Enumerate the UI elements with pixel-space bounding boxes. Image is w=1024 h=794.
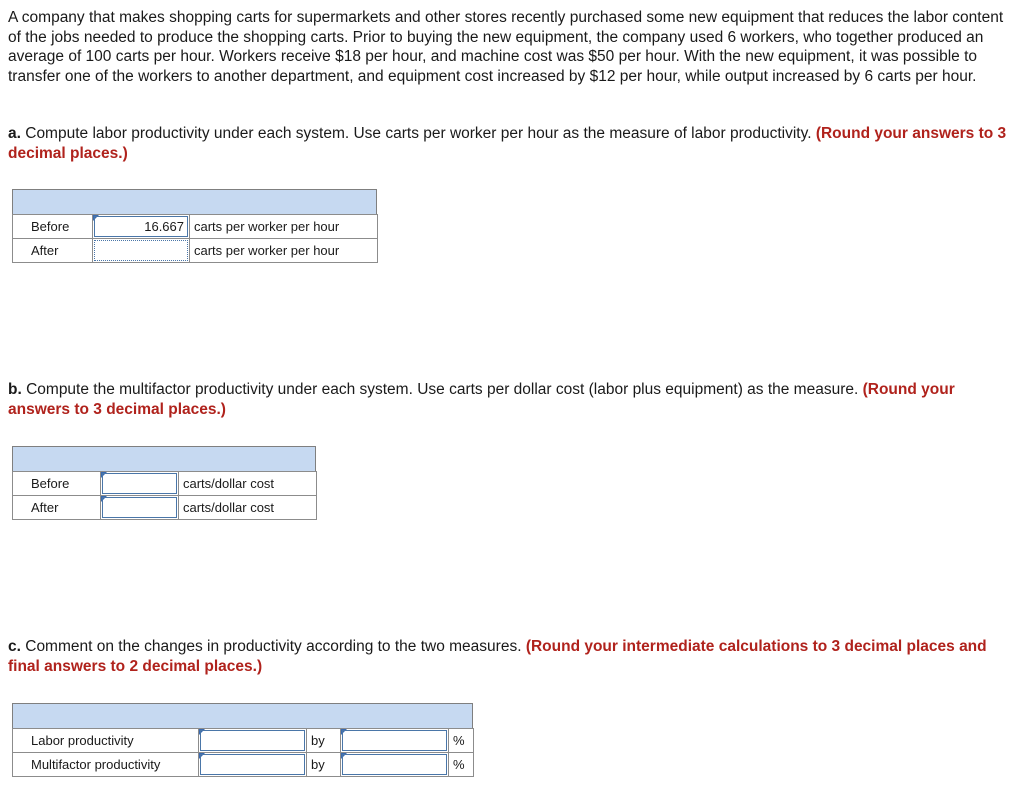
problem-statement: A company that makes shopping carts for supermarkets and other stores recently purchased some new equipment that reduces the labor content of the jobs needed to produce the shopping carts. Prior to buying the new equipment, the company used 6 workers, who together produced an average of 100 carts per hour. Workers receive $18 per hour, and machine cost was $50 per hour. With the new equipment, it was possible to transfer one of the workers to another department, and equipment cost increased by $12 per hour, while output increased by 6 carts per hour. <box>8 9 1004 85</box>
answer-cell <box>93 215 190 239</box>
table-row <box>13 472 317 496</box>
unit-label: carts per worker per hour <box>190 215 378 239</box>
labor-change-percent-input[interactable] <box>342 730 447 751</box>
multifactor-change-direction-input[interactable] <box>200 754 305 775</box>
part-a-table-header <box>12 189 377 215</box>
by-label: by <box>307 753 341 777</box>
answer-cell <box>341 729 449 753</box>
part-c-note: (Round your intermediate calculations to 3 decimal places and final answers to 2 decimal places.) <box>8 638 987 675</box>
table-row <box>13 215 378 239</box>
part-b-table-header <box>12 446 316 472</box>
table-row <box>13 753 474 777</box>
table-row <box>13 496 317 520</box>
answer-cell <box>101 496 179 520</box>
unit-label: carts/dollar cost <box>179 472 317 496</box>
part-c-prefix: c. <box>8 638 21 655</box>
part-a-table <box>12 214 378 263</box>
answer-cell <box>93 239 190 263</box>
percent-label: % <box>449 753 474 777</box>
row-label: Before <box>13 472 101 496</box>
by-label: by <box>307 729 341 753</box>
row-label: After <box>13 239 93 263</box>
table-row <box>13 729 474 753</box>
part-b-question <box>8 380 1016 419</box>
answer-cell <box>199 729 307 753</box>
part-b-text: Compute the multifactor productivity under each system. Use carts per dollar cost (labor plus equipment) as the measure. <box>21 381 863 398</box>
labor-before-input[interactable]: 16.667 <box>94 216 188 237</box>
multifactor-before-input[interactable] <box>102 473 177 494</box>
row-label: After <box>13 496 101 520</box>
part-b-table <box>12 471 317 520</box>
part-a-note: (Round your answers to 3 decimal places.) <box>8 125 1007 162</box>
part-b-note: (Round your answers to 3 decimal places.) <box>8 381 955 418</box>
answer-cell <box>341 753 449 777</box>
multifactor-change-percent-input[interactable] <box>342 754 447 775</box>
percent-label: % <box>449 729 474 753</box>
labor-change-direction-input[interactable] <box>200 730 305 751</box>
answer-cell <box>101 472 179 496</box>
row-label: Multifactor productivity <box>13 753 199 777</box>
row-label: Before <box>13 215 93 239</box>
part-a-question <box>8 124 1016 163</box>
unit-label: carts per worker per hour <box>190 239 378 263</box>
table-row <box>13 239 378 263</box>
part-c-question <box>8 637 1016 676</box>
unit-label: carts/dollar cost <box>179 496 317 520</box>
part-c-table <box>12 728 474 777</box>
part-a-text: Compute labor productivity under each system. Use carts per worker per hour as the measure of labor productivity. <box>20 125 816 142</box>
part-c-table-header <box>12 703 473 729</box>
part-a-prefix: a. <box>8 125 21 142</box>
answer-cell <box>199 753 307 777</box>
multifactor-after-input[interactable] <box>102 497 177 518</box>
part-b-prefix: b. <box>8 381 22 398</box>
labor-after-input[interactable] <box>94 240 188 261</box>
row-label: Labor productivity <box>13 729 199 753</box>
part-c-text: Comment on the changes in productivity according to the two measures. <box>20 638 526 655</box>
